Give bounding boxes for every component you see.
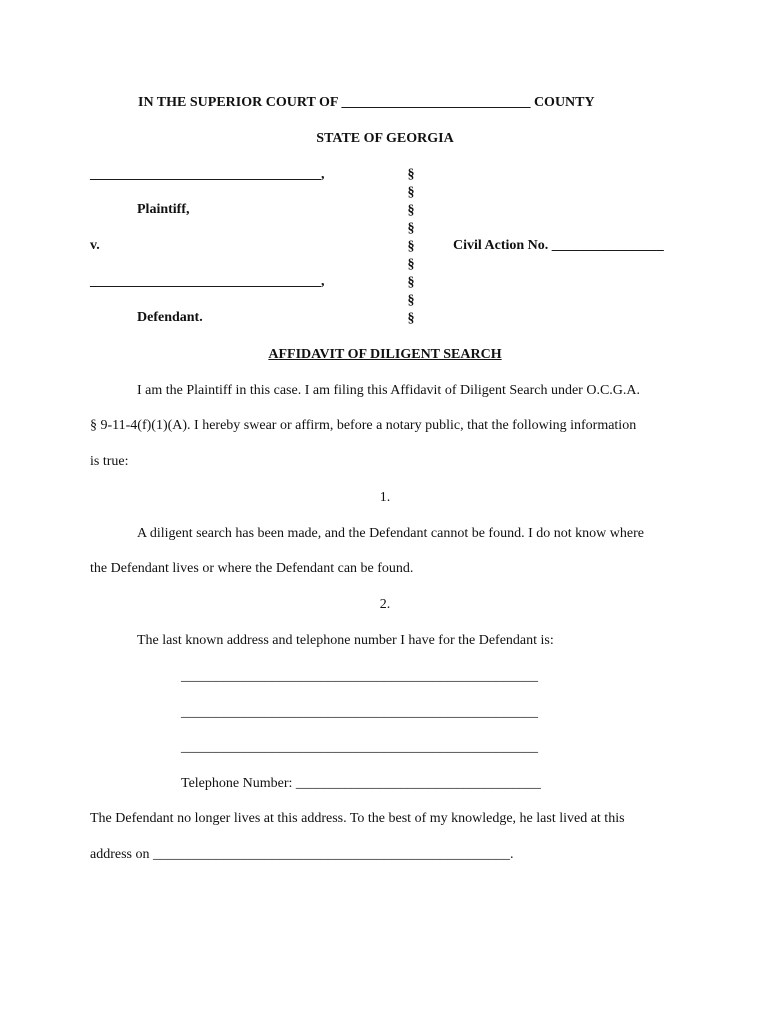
versus-label: v.	[90, 238, 100, 253]
paragraph-number-2: 2.	[379, 597, 391, 612]
intro-line-1: I am the Plaintiff in this case. I am filing this Affidavit of Diligent Search under O.C.G.A.	[137, 383, 641, 398]
para1-line-2: the Defendant lives or where the Defendant can be found.	[90, 561, 414, 576]
section-mark: §	[407, 257, 415, 272]
address-blank-3: ___________________________________________________	[181, 740, 538, 755]
court-heading: IN THE SUPERIOR COURT OF ___________________________ COUNTY	[138, 95, 595, 110]
closing-line-2: address on ___________________________________________________.	[90, 847, 514, 862]
section-mark: §	[407, 185, 415, 200]
document-title: AFFIDAVIT OF DILIGENT SEARCH	[268, 347, 502, 362]
intro-line-2: § 9-11-4(f)(1)(A). I hereby swear or affirm, before a notary public, that the following information	[90, 418, 637, 433]
section-mark: §	[407, 239, 415, 254]
plaintiff-label: Plaintiff,	[137, 202, 190, 217]
section-mark: §	[407, 293, 415, 308]
state-heading: STATE OF GEORGIA	[316, 131, 454, 146]
plaintiff-name-blank: _________________________________,	[90, 167, 325, 182]
section-marks-column	[401, 166, 421, 328]
para1-line-1: A diligent search has been made, and the Defendant cannot be found. I do not know where	[137, 526, 644, 541]
paragraph-number-1: 1.	[379, 490, 391, 505]
address-blank-1: ___________________________________________________	[181, 669, 538, 684]
section-mark: §	[407, 311, 415, 326]
section-mark: §	[407, 167, 415, 182]
defendant-label: Defendant.	[137, 310, 203, 325]
section-mark: §	[407, 275, 415, 290]
section-mark: §	[407, 203, 415, 218]
civil-action-number: Civil Action No. ________________	[453, 238, 664, 253]
defendant-name-blank: _________________________________,	[90, 274, 325, 289]
section-mark: §	[407, 221, 415, 236]
telephone-number-line: Telephone Number: ___________________________________	[181, 776, 541, 791]
closing-line-1: The Defendant no longer lives at this address. To the best of my knowledge, he last lived at this	[90, 811, 625, 826]
address-blank-2: ___________________________________________________	[181, 705, 538, 720]
para2-line-1: The last known address and telephone number I have for the Defendant is:	[137, 633, 554, 648]
intro-line-3: is true:	[90, 454, 129, 469]
